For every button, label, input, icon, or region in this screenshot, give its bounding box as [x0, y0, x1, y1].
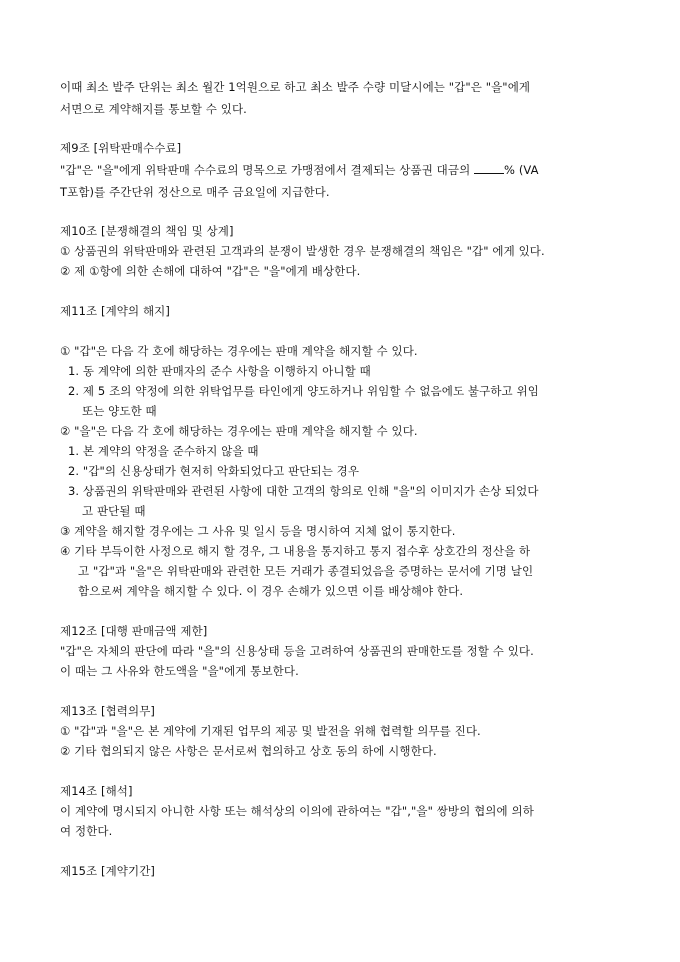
article-9-text-b: % (VA — [504, 163, 539, 177]
article-11-para-2-item-3-cont: 고 판단될 때 — [82, 504, 146, 518]
article-11-para-2-item-1: 1. 본 계약의 약정을 준수하지 않을 때 — [68, 444, 259, 458]
article-13-title: 제13조 [협력의무] — [60, 704, 156, 718]
article-11-para-4: ④ 기타 부득이한 사정으로 해지 할 경우, 그 내용을 통지하고 통지 접수후 상호간의 정산을 하 — [60, 544, 531, 558]
intro-line-1: 이때 최소 발주 단위는 최소 월간 1억원으로 하고 최소 발주 수량 미달시에는 "갑"은 "을"에게 — [60, 80, 531, 94]
article-12-line-2: 이 때는 그 사유와 한도액을 "을"에게 통보한다. — [60, 664, 299, 678]
article-12-title: 제12조 [대행 판매금액 제한] — [60, 624, 208, 638]
article-9-text-a: "갑"은 "을"에게 위탁판매 수수료의 명목으로 가맹점에서 결제되는 상품권 대금의 — [60, 163, 475, 177]
article-11-title: 제11조 [계약의 해지] — [60, 304, 170, 318]
article-14-line-2: 여 정한다. — [60, 824, 113, 838]
article-10-item-2: ② 제 ①항에 의한 손해에 대하여 "갑"은 "을"에게 배상한다. — [60, 264, 361, 278]
article-11-para-2-item-3: 3. 상품권의 위탁판매와 관련된 사항에 대한 고객의 항의로 인해 "을"의 이미지가 손상 되었다 — [68, 484, 539, 498]
article-10-title: 제10조 [분쟁해결의 책임 및 상계] — [60, 224, 234, 238]
article-11-para-2-item-2: 2. "갑"의 신용상태가 현저히 악화되었다고 판단되는 경우 — [68, 464, 360, 478]
article-12-line-1: "갑"은 자체의 판단에 따라 "을"의 신용상태 등을 고려하여 상품권의 판매한도를 정할 수 있다. — [60, 644, 534, 658]
article-13-item-2: ② 기타 협의되지 않은 사항은 문서로써 협의하고 상호 동의 하에 시행한다. — [60, 744, 437, 758]
article-9-title: 제9조 [위탁판매수수료] — [60, 141, 182, 155]
article-14-line-1: 이 계약에 명시되지 아니한 사항 또는 해석상의 이의에 관하여는 "갑","을" 쌍방의 협의에 의하 — [60, 804, 534, 818]
article-11-para-4-cont-2: 함으로써 계약을 해지할 수 있다. 이 경우 손해가 있으면 이를 배상해야 한다. — [78, 584, 464, 598]
article-15-title: 제15조 [계약기간] — [60, 864, 156, 878]
article-14-title: 제14조 [해석] — [60, 784, 133, 798]
article-11-para-1-item-1: 1. 동 계약에 의한 판매자의 준수 사항을 이행하지 아니할 때 — [68, 364, 371, 378]
article-10-item-1: ① 상품권의 위탁판매와 관련된 고객과의 분쟁이 발생한 경우 분쟁해결의 책임은 "갑" 에게 있다. — [60, 244, 545, 258]
article-13-item-1: ① "갑"과 "을"은 본 계약에 기재된 업무의 제공 및 발전을 위해 협력할 의무를 진다. — [60, 724, 481, 738]
article-11-para-2: ② "을"은 다음 각 호에 해당하는 경우에는 판매 계약을 해지할 수 있다. — [60, 424, 418, 438]
article-11-para-3: ③ 계약을 해지할 경우에는 그 사유 및 일시 등을 명시하여 지체 없이 통지한다. — [60, 524, 456, 538]
article-11-para-4-cont-1: 고 "갑"과 "을"은 위탁판매와 관련한 모든 거래가 종결되었음을 증명하는 문서에 기명 날인 — [78, 564, 534, 578]
article-11-para-1: ① "갑"은 다음 각 호에 해당하는 경우에는 판매 계약을 해지할 수 있다. — [60, 344, 418, 358]
article-11-para-1-item-2-cont: 또는 양도한 때 — [82, 404, 157, 418]
article-11-para-1-item-2: 2. 제 5 조의 약정에 의한 위탁업무를 타인에게 양도하거나 위임할 수 없음에도 불구하고 위임 — [68, 384, 539, 398]
intro-line-2: 서면으로 계약해지를 통보할 수 있다. — [60, 102, 247, 116]
fee-rate-blank — [474, 162, 504, 174]
article-9-line-2: T포함)를 주간단위 정산으로 매주 금요일에 지급한다. — [60, 185, 330, 199]
article-9-line-1 — [60, 162, 620, 178]
